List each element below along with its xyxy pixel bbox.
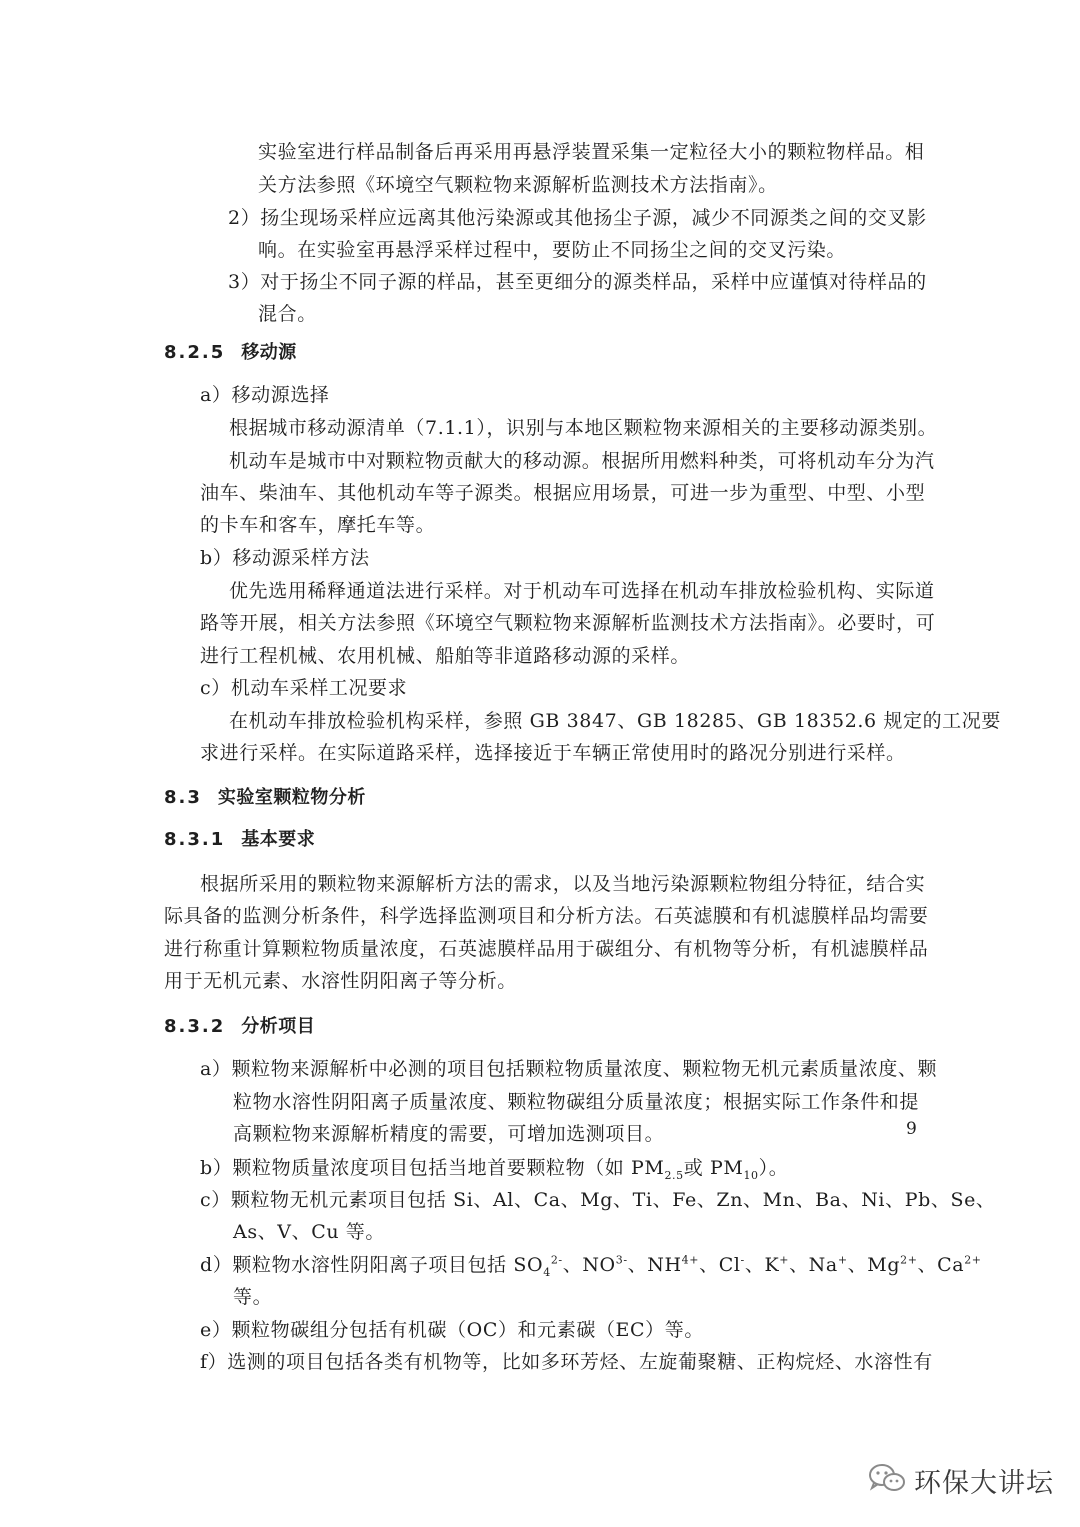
body-line: 响。在实验室再悬浮采样过程中，要防止不同扬尘之间的交叉污染。 (258, 239, 847, 261)
section-title: 实验室颗粒物分析 (217, 787, 366, 808)
body-line: 机动车是城市中对颗粒物贡献大的移动源。根据所用燃料种类，可将机动车分为汽 (229, 450, 935, 472)
list-item: c）机动车采样工况要求 (200, 677, 408, 699)
body-line: As、V、Cu 等。 (233, 1221, 386, 1243)
text-run: 、NO (562, 1254, 616, 1276)
superscript: + (779, 1253, 790, 1267)
superscript: 2+ (964, 1253, 982, 1267)
list-item: b）移动源采样方法 (200, 547, 370, 569)
section-number: 8.3 (164, 787, 202, 808)
text-run: 、Cl (699, 1254, 741, 1276)
body-line: 高颗粒物来源解析精度的需要，可增加选测项目。 (233, 1123, 665, 1145)
body-line: 路等开展，相关方法参照《环境空气颗粒物来源解析监测技术方法指南》。必要时，可 (200, 612, 936, 634)
section-heading-8-3 (164, 786, 366, 810)
body-line: 的卡车和客车，摩托车等。 (200, 514, 436, 536)
superscript: + (837, 1253, 848, 1267)
body-line: 关方法参照《环境空气颗粒物来源解析监测技术方法指南》。 (258, 174, 778, 196)
body-line: 根据城市移动源清单（7.1.1），识别与本地区颗粒物来源相关的主要移动源类别。 (229, 417, 938, 439)
body-line: 根据所采用的颗粒物来源解析方法的需求，以及当地污染源颗粒物组分特征，结合实 (200, 873, 926, 895)
body-line: 油车、柴油车、其他机动车等子源类。根据应用场景，可进一步为重型、中型、小型 (200, 482, 926, 504)
superscript: 4+ (681, 1253, 700, 1267)
list-item (200, 1253, 982, 1277)
body-line: 在机动车排放检验机构采样，参照 GB 3847、GB 18285、GB 18352.6 规定的工况要 (229, 710, 1001, 732)
body-line: 粒物水溶性阴阳离子质量浓度、颗粒物碳组分质量浓度；根据实际工作条件和提 (233, 1091, 920, 1113)
body-line: 等。 (233, 1286, 273, 1308)
list-item: f）选测的项目包括各类有机物等，比如多环芳烃、左旋葡聚糖、正构烷烃、水溶性有 (200, 1351, 933, 1373)
text-run: 或 PM (683, 1157, 744, 1179)
text-run: 、K (744, 1254, 780, 1276)
list-item: a）移动源选择 (200, 384, 330, 406)
body-line: 混合。 (258, 303, 317, 325)
text-run: d）颗粒物水溶性阴阳离子项目包括 SO (200, 1254, 544, 1276)
superscript: 3- (615, 1253, 628, 1267)
section-heading-8-3-2 (164, 1015, 315, 1039)
body-line: 进行称重计算颗粒物质量浓度，石英滤膜样品用于碳组分、有机物等分析，有机滤膜样品 (164, 938, 929, 960)
list-item: e）颗粒物碳组分包括有机碳（OC）和元素碳（EC）等。 (200, 1319, 704, 1341)
section-title: 分析项目 (241, 1016, 316, 1037)
superscript: - (740, 1253, 745, 1267)
body-line: 优先选用稀释通道法进行采样。对于机动车可选择在机动车排放检验机构、实际道 (229, 580, 935, 602)
text-run: ）。 (758, 1157, 789, 1179)
list-item: a）颗粒物来源解析中必测的项目包括颗粒物质量浓度、颗粒物无机元素质量浓度、颗 (200, 1058, 938, 1080)
list-item: 3）对于扬尘不同子源的样品，甚至更细分的源类样品，采样中应谨慎对待样品的 (228, 271, 927, 293)
text-run: 、Mg (847, 1254, 901, 1276)
section-title: 基本要求 (241, 829, 316, 850)
section-number: 8.3.1 (164, 829, 226, 850)
body-line: 实验室进行样品制备后再采用再悬浮装置采集一定粒径大小的颗粒物样品。相 (258, 141, 925, 163)
section-title: 移动源 (241, 342, 297, 363)
text-run: 、Na (789, 1254, 838, 1276)
text-run: b）颗粒物质量浓度项目包括当地首要颗粒物（如 PM (200, 1157, 665, 1179)
body-line: 用于无机元素、水溶性阴阳离子等分析。 (164, 970, 517, 992)
superscript: 2+ (900, 1253, 918, 1267)
body-line: 求进行采样。在实际道路采样，选择接近于车辆正常使用时的路况分别进行采样。 (200, 742, 906, 764)
list-item: 2）扬尘现场采样应远离其他污染源或其他扬尘子源，减少不同源类之间的交叉影 (228, 207, 927, 229)
page-number: 9 (906, 1119, 917, 1139)
subscript: 10 (743, 1168, 759, 1182)
superscript: 2- (550, 1253, 563, 1267)
text-run: 、NH (627, 1254, 682, 1276)
watermark (868, 1460, 1054, 1500)
section-heading-8-2-5 (164, 341, 297, 365)
watermark-text: 环保大讲坛 (914, 1467, 1054, 1499)
wechat-icon (868, 1462, 906, 1498)
body-line: 进行工程机械、农用机械、船舶等非道路移动源的采样。 (200, 645, 691, 667)
list-item (200, 1156, 788, 1180)
text-run: 、Ca (917, 1254, 965, 1276)
section-number: 8.2.5 (164, 342, 226, 363)
body-line: 际具备的监测分析条件，科学选择监测项目和分析方法。石英滤膜和有机滤膜样品均需要 (164, 905, 929, 927)
list-item: c）颗粒物无机元素项目包括 Si、Al、Ca、Mg、Ti、Fe、Zn、Mn、Ba、Ni、Pb、Se、 (200, 1189, 996, 1211)
section-heading-8-3-1 (164, 828, 315, 852)
section-number: 8.3.2 (164, 1016, 226, 1037)
subscript: 2.5 (664, 1168, 684, 1182)
subscript: 4 (543, 1265, 551, 1279)
